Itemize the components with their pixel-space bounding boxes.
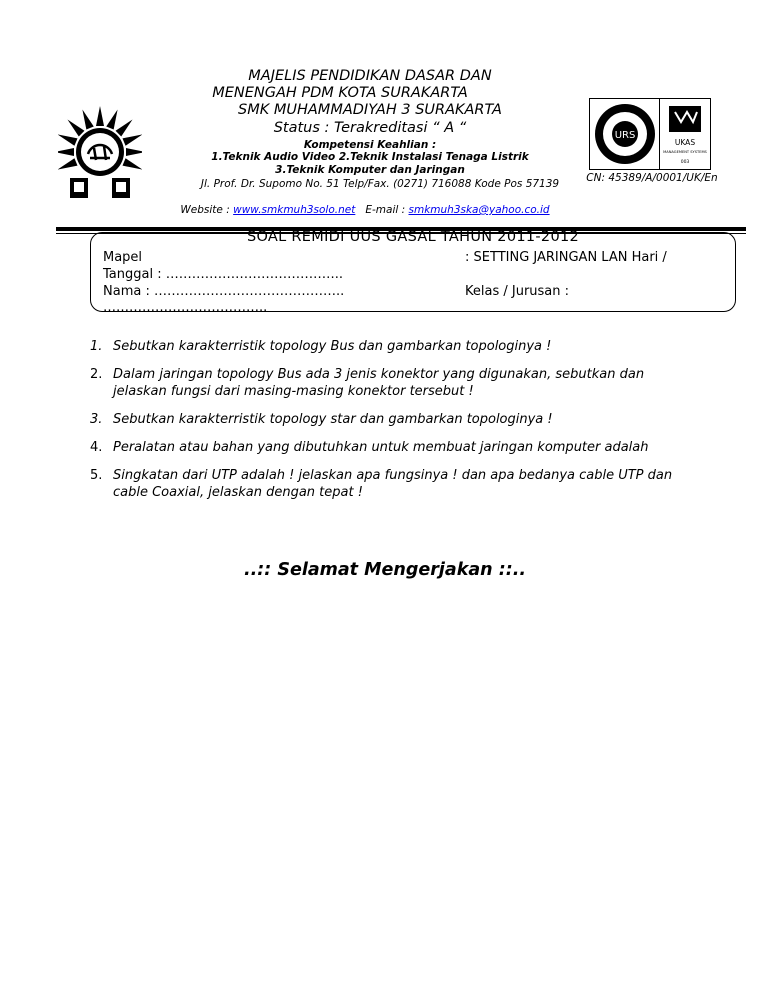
question-text: Sebutkan karakterristik topology star dan gambarkan topologinya ! [113, 412, 553, 427]
school-logo [58, 100, 142, 200]
header-line-1: MAJELIS PENDIDIKAN DASAR DAN [248, 68, 492, 84]
kelas-label: Kelas / Jurusan : [465, 284, 570, 299]
list-item [88, 366, 698, 400]
list-item [88, 411, 698, 428]
header-line-3: SMK MUHAMMADIYAH 3 SURAKARTA [238, 102, 502, 118]
closing-message: ..:: Selamat Mengerjakan ::.. [243, 560, 527, 580]
question-number: 1. [90, 339, 103, 354]
exam-title: SOAL REMIDI UUS GASAL TAHUN 2011-2012 [246, 229, 580, 245]
nama-field: Nama : …………………………………….. [103, 284, 345, 299]
question-number: 5. [90, 468, 103, 483]
ukas-sub-text: MANAGEMENT SYSTEMS [663, 150, 707, 154]
ukas-code: 003 [680, 160, 690, 165]
certification-logos [589, 98, 711, 170]
kelas-dots: ……………………………….. [103, 300, 268, 315]
contact-line [150, 204, 580, 216]
mapel-value: : SETTING JARINGAN LAN Hari / [465, 250, 667, 265]
email-label: E-mail : [365, 204, 406, 216]
header-line-2: MENENGAH PDM KOTA SURAKARTA [212, 85, 468, 101]
list-item [88, 439, 698, 456]
tanggal-field: Tanggal : ………………………………….. [103, 267, 343, 282]
certificate-number: CN: 45389/A/0001/UK/En [586, 172, 718, 184]
kompetensi-line-2: 3.Teknik Komputer dan Jaringan [275, 164, 465, 176]
website-link[interactable]: www.smkmuh3solo.net [233, 204, 356, 216]
question-number: 4. [90, 440, 103, 455]
list-item [88, 467, 698, 501]
question-number: 2. [90, 367, 103, 382]
school-address: Jl. Prof. Dr. Supomo No. 51 Telp/Fax. (0271) 716088 Kode Pos 57139 [200, 178, 560, 190]
question-text: Singkatan dari UTP adalah ! jelaskan apa fungsinya ! dan apa bedanya cable UTP dan cable Coaxial, jelaskan dengan tepat ! [113, 468, 673, 500]
question-text: Sebutkan karakterristik topology Bus dan gambarkan topologinya ! [113, 339, 552, 354]
list-item [88, 338, 698, 355]
header-status: Status : Terakreditasi “ A “ [273, 120, 467, 136]
ukas-text: UKAS [674, 138, 696, 147]
email-link[interactable]: smkmuh3ska@yahoo.co.id [408, 204, 550, 216]
question-text: Peralatan atau bahan yang dibutuhkan untuk membuat jaringan komputer adalah [113, 440, 649, 455]
question-text: Dalam jaringan topology Bus ada 3 jenis konektor yang digunakan, sebutkan dan jelaskan fungsi dari masing-masing konektor tersebut ! [113, 367, 645, 399]
kompetensi-title: Kompetensi Keahlian : [303, 139, 437, 151]
mapel-label: Mapel [103, 250, 143, 265]
question-number: 3. [90, 412, 103, 427]
kompetensi-line-1: 1.Teknik Audio Video 2.Teknik Instalasi Tenaga Listrik [211, 151, 529, 163]
urs-seal-text: URS [614, 130, 636, 141]
website-label: Website : [180, 204, 230, 216]
question-list [88, 338, 698, 512]
urs-seal-icon [595, 104, 655, 164]
